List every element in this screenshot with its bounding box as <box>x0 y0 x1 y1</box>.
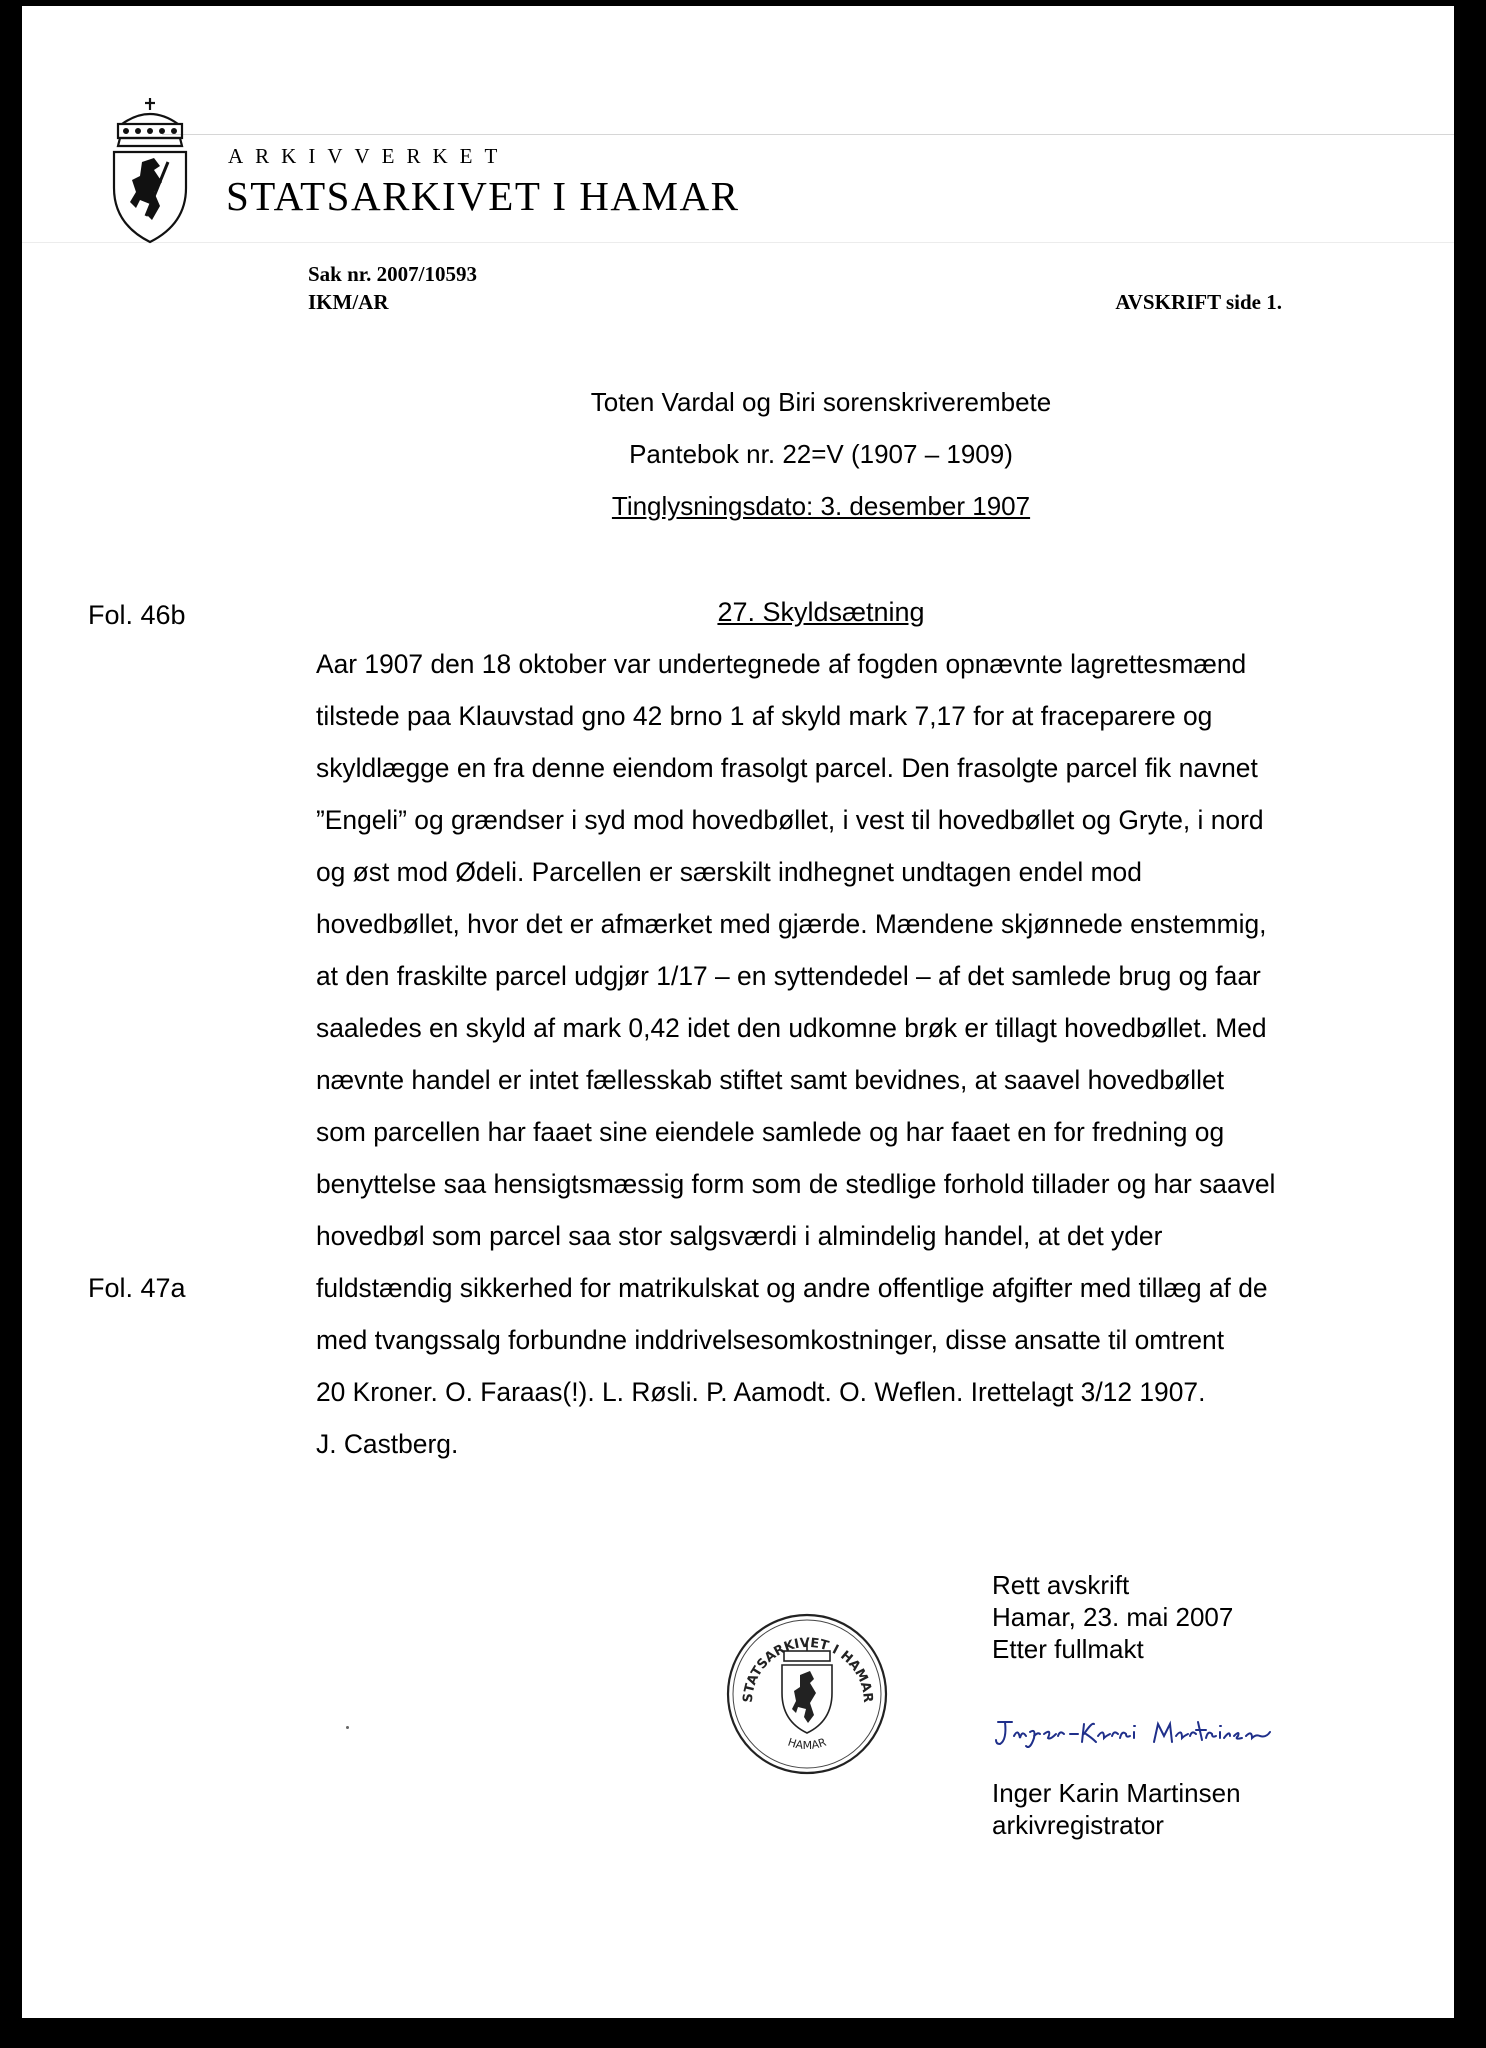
body-line: at den fraskilte parcel udgjør 1/17 – en syttendedel – af det samlede brug og faar <box>316 961 1261 991</box>
certification-place-date: Hamar, 23. mai 2007 <box>992 1602 1234 1632</box>
body-line: saaledes en skyld af mark 0,42 idet den udkomne brøk er tillagt hovedbøllet. Med <box>316 1013 1267 1043</box>
body-line: tilstede paa Klauvstad gno 42 brno 1 af skyld mark 7,17 for at fraceparere og <box>316 701 1213 731</box>
court-name: Toten Vardal og Biri sorenskriverembete <box>590 387 1052 417</box>
body-line: hovedbøl som parcel saa stor salgsværdi i almindelig handel, at det yder <box>316 1221 1163 1251</box>
body-line: Aar 1907 den 18 oktober var undertegnede af fogden opnævnte lagrettesmænd <box>316 649 1247 679</box>
certification-label: Rett avskrift <box>992 1570 1130 1600</box>
body-line: som parcellen har faaet sine eiendele samlede og har faaet en for fredning og <box>316 1117 1225 1147</box>
body-line: 20 Kroner. O. Faraas(!). L. Røsli. P. Aamodt. O. Weflen. Irettelagt 3/12 1907. <box>316 1377 1206 1407</box>
folio-marker: Fol. 46b <box>88 600 186 630</box>
case-number: Sak nr. 2007/10593 <box>308 262 478 286</box>
official-seal-stamp <box>722 1611 892 1777</box>
body-line: benyttelse saa hensigtsmæssig form som de stedlige forhold tillader og har saavel <box>316 1169 1276 1199</box>
org-name: STATSARKIVET I HAMAR <box>226 173 740 219</box>
header-rule <box>162 134 1454 135</box>
coat-of-arms-icon <box>102 96 198 246</box>
certification-authority: Etter fullmakt <box>992 1634 1144 1664</box>
folio-marker: Fol. 47a <box>88 1273 186 1303</box>
body-line: og øst mod Ødeli. Parcellen er særskilt indhegnet undtagen endel mod <box>316 857 1142 887</box>
entry-heading: 27. Skyldsætning <box>717 597 925 627</box>
signatory-name: Inger Karin Martinsen <box>992 1778 1241 1808</box>
body-line: J. Castberg. <box>316 1429 459 1459</box>
copy-page-label: AVSKRIFT side 1. <box>1115 290 1282 314</box>
speck <box>346 1726 349 1729</box>
body-line: ”Engeli” og grændser i syd mod hovedbøllet, i vest til hovedbøllet og Gryte, i nord <box>316 805 1264 835</box>
header-divider <box>22 242 1454 243</box>
handwritten-signature <box>994 1712 1324 1758</box>
body-line: med tvangssalg forbundne inddrivelsesomkostninger, disse ansatte til omtrent <box>316 1325 1225 1355</box>
registration-date: Tinglysningsdato: 3. desember 1907 <box>611 491 1031 521</box>
body-line: skyldlægge en fra denne eiendom frasolgt parcel. Den frasolgte parcel fik navnet <box>316 753 1258 783</box>
org-parent-name: ARKIVVERKET <box>228 144 510 168</box>
document-page <box>22 6 1454 2018</box>
case-reference: IKM/AR <box>308 290 389 314</box>
body-line: hovedbøllet, hvor det er afmærket med gjærde. Mændene skjønnede enstemmig, <box>316 909 1267 939</box>
body-line: nævnte handel er intet fællesskab stiftet samt bevidnes, at saavel hovedbøllet <box>316 1065 1225 1095</box>
svg-text:STATSARKIVET I HAMAR: STATSARKIVET I HAMAR <box>740 1635 876 1704</box>
signatory-title: arkivregistrator <box>992 1810 1164 1840</box>
svg-text:HAMAR: HAMAR <box>786 1735 828 1752</box>
body-line: fuldstændig sikkerhed for matrikulskat og andre offentlige afgifter med tillæg af de <box>316 1273 1268 1303</box>
mortgage-book-title: Pantebok nr. 22=V (1907 – 1909) <box>629 439 1013 469</box>
